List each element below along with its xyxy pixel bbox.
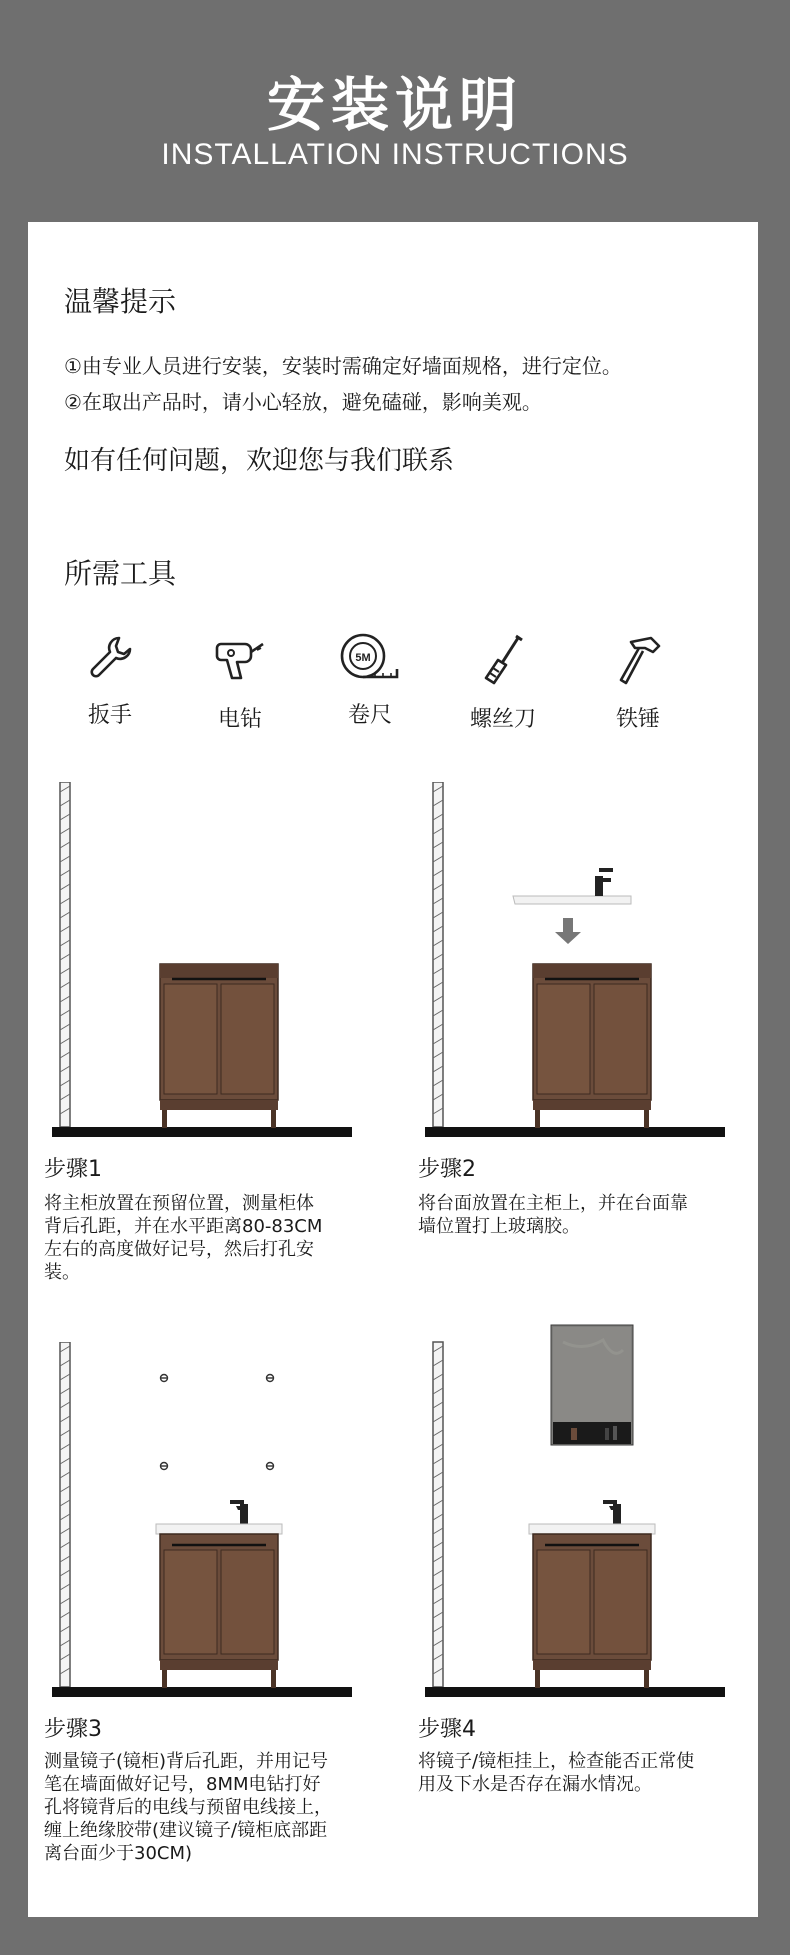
step-1-line: 背后孔距，并在水平距离80-83CM <box>44 1216 323 1237</box>
vanity-cabinet <box>160 964 278 1128</box>
floor <box>425 1687 725 1697</box>
tip-item-2: ②在取出产品时，请小心轻放，避免磕碰，影响美观。 <box>64 390 542 414</box>
tool-label: 铁锤 <box>615 707 660 732</box>
drill-icon <box>213 632 267 686</box>
step-3-line: 离台面少于30CM) <box>44 1843 193 1864</box>
floor <box>52 1687 352 1697</box>
vanity-cabinet <box>533 1534 651 1688</box>
wall <box>433 782 443 1127</box>
step-3-line: 测量镜子(镜柜)背后孔距，并用记号 <box>44 1751 329 1772</box>
step-1-line: 将主柜放置在预留位置，测量柜体 <box>44 1193 314 1214</box>
instruction-card <box>28 222 758 1917</box>
countertop-with-faucet <box>156 1500 282 1534</box>
tool-screwdriver <box>443 632 563 733</box>
step-1-illustration <box>40 782 370 1142</box>
step-3-illustration <box>40 1342 370 1702</box>
hammer-icon <box>611 632 665 686</box>
page-title: 安装说明 <box>266 71 523 139</box>
tape-measure-badge: 5M <box>355 652 371 664</box>
step-4-line: 将镜子/镜柜挂上，检查能否正常使 <box>418 1751 695 1772</box>
step-2-line: 墙位置打上玻璃胶。 <box>418 1216 580 1237</box>
tape-measure-icon <box>339 632 401 682</box>
page-header <box>0 0 790 220</box>
step-1-title: 步骤1 <box>44 1157 102 1182</box>
tool-hammer <box>578 632 698 733</box>
down-arrow-icon <box>555 918 581 944</box>
tool-label: 电钻 <box>217 707 262 732</box>
contact-note: 如有任何问题，欢迎您与我们联系 <box>64 446 455 476</box>
step-3-title: 步骤3 <box>44 1717 102 1742</box>
step-1-line: 左右的高度做好记号，然后打孔安 <box>44 1239 314 1260</box>
screwdriver-icon <box>478 632 528 686</box>
step-4-desc <box>418 1750 758 1796</box>
step-3-line: 笔在墙面做好记号，8MM电钻打好 <box>44 1774 321 1795</box>
step-3-line: 缠上绝缘胶带(建议镜子/镜柜底部距 <box>44 1820 328 1841</box>
countertop-with-faucet <box>513 868 631 904</box>
wall <box>60 1342 70 1687</box>
tip-item-1: ①由专业人员进行安装，安装时需确定好墙面规格，进行定位。 <box>64 354 622 378</box>
step-4-illustration <box>413 1322 743 1702</box>
countertop-with-faucet <box>529 1500 655 1534</box>
floor <box>425 1127 725 1137</box>
step-2-desc <box>418 1192 758 1238</box>
tips-heading: 温馨提示 <box>64 285 177 318</box>
wall <box>60 782 70 1127</box>
tool-label: 螺丝刀 <box>469 707 536 732</box>
wall <box>433 1342 443 1687</box>
floor <box>52 1127 352 1137</box>
step-3-line: 孔将镜背后的电线与预留电线接上， <box>44 1797 332 1818</box>
step-2-title: 步骤2 <box>418 1157 476 1182</box>
step-3-desc <box>44 1750 384 1865</box>
drill-hole-markers <box>160 1375 274 1470</box>
step-4-line: 用及下水是否存在漏水情况。 <box>418 1774 652 1795</box>
vanity-cabinet <box>533 964 651 1128</box>
step-4-title: 步骤4 <box>418 1717 476 1742</box>
page-subtitle: INSTALLATION INSTRUCTIONS <box>161 138 629 171</box>
step-2-line: 将台面放置在主柜上，并在台面靠 <box>418 1193 688 1214</box>
tool-drill <box>180 632 300 733</box>
wrench-icon <box>85 632 135 682</box>
step-2-illustration <box>413 782 743 1142</box>
tool-label: 扳手 <box>87 703 132 728</box>
mirror-cabinet <box>551 1325 633 1445</box>
tool-tape-measure <box>310 632 430 729</box>
step-1-desc <box>44 1192 384 1284</box>
tool-label: 卷尺 <box>347 703 392 728</box>
vanity-cabinet <box>160 1534 278 1688</box>
step-1-line: 装。 <box>44 1262 80 1283</box>
tool-wrench <box>50 632 170 729</box>
tools-heading: 所需工具 <box>64 557 177 590</box>
